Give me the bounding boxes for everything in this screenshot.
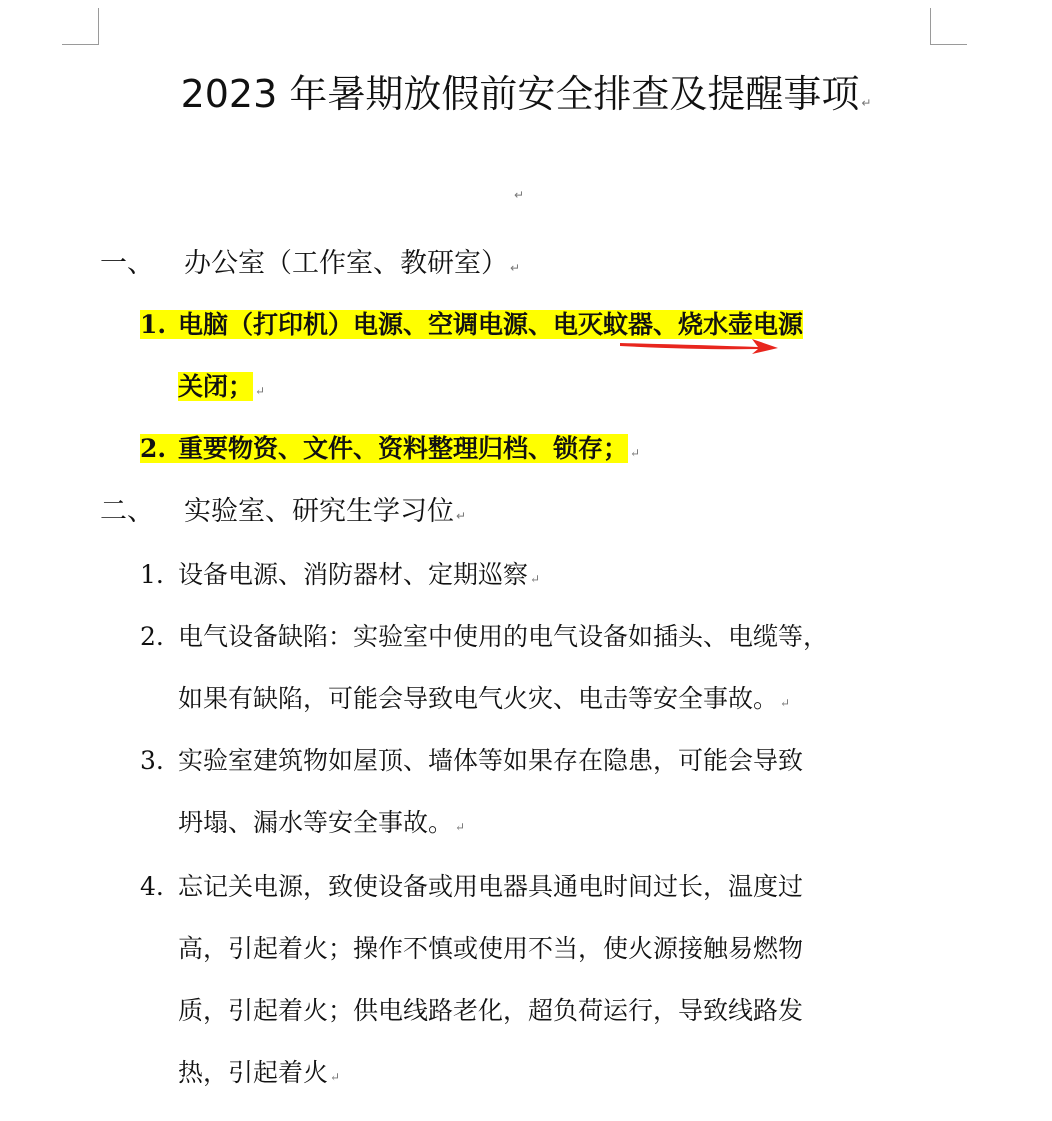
item-text-line2: 如果有缺陷，可能会导致电气火灾、电击等安全事故。 [178, 684, 779, 713]
item-number: 1. [140, 310, 167, 339]
paragraph-mark-icon: ↵ [530, 572, 541, 586]
paragraph-mark-icon: ↵ [510, 261, 521, 275]
paragraph-mark-icon: ↵ [780, 696, 791, 710]
list-item[interactable] [140, 606, 940, 734]
item-text-line3: 质，引起着火；供电线路老化，超负荷运行，导致线路发 [178, 996, 804, 1025]
item-text-line4: 热，引起着火 [178, 1058, 329, 1087]
item-text-line1: 电气设备缺陷：实验室中使用的电气设备如插头、电缆等， [178, 622, 829, 651]
item-number: 4. [140, 872, 164, 901]
paragraph-mark-icon: ↵ [255, 384, 266, 398]
item-number: 2. [140, 622, 164, 651]
list-item[interactable] [140, 294, 940, 422]
item-text-line1: 设备电源、消防器材、定期巡察 [178, 560, 529, 589]
section-number: 二、 [100, 496, 154, 527]
section-number: 一、 [100, 248, 154, 279]
title-text: 2023 年暑期放假前安全排查及提醒事项 [180, 72, 860, 116]
list-item[interactable] [140, 856, 940, 1108]
section-heading-text: 办公室（工作室、教研室） [184, 248, 508, 279]
item-text-line1: 电脑（打印机）电源、空调电源、电灭蚊器、烧水壶电源 [178, 310, 804, 339]
paragraph-mark-icon: ↵ [630, 446, 641, 460]
item-text-line2: 关闭； [178, 372, 254, 401]
item-text-line2: 坍塌、漏水等安全事故。 [178, 808, 454, 837]
crop-mark-top-left [62, 8, 99, 45]
item-number: 2. [140, 434, 167, 463]
list-item[interactable] [140, 544, 940, 610]
paragraph-mark-icon: ↵ [514, 188, 525, 202]
item-number: 1. [140, 560, 164, 589]
paragraph-mark-icon: ↵ [861, 96, 872, 110]
list-item[interactable] [140, 730, 940, 858]
list-item[interactable] [140, 418, 940, 484]
paragraph-mark-icon: ↵ [330, 1070, 341, 1084]
section-heading-text: 实验室、研究生学习位 [184, 496, 454, 527]
document-title[interactable] [0, 66, 1052, 131]
item-number: 3. [140, 746, 164, 775]
item-text-line1: 实验室建筑物如屋顶、墙体等如果存在隐患，可能会导致 [178, 746, 804, 775]
crop-mark-top-right [930, 8, 967, 45]
section-heading-lab[interactable] [100, 490, 466, 538]
item-text-line1: 忘记关电源，致使设备或用电器具通电时间过长，温度过 [178, 872, 804, 901]
item-text-line2: 高，引起着火；操作不慎或使用不当，使火源接触易燃物 [178, 934, 804, 963]
section-heading-office[interactable] [100, 242, 520, 290]
paragraph-mark-icon: ↵ [455, 820, 466, 834]
item-text-line1: 重要物资、文件、资料整理归档、锁存； [178, 434, 629, 463]
paragraph-mark-icon: ↵ [456, 509, 467, 523]
empty-paragraph[interactable] [512, 184, 524, 205]
